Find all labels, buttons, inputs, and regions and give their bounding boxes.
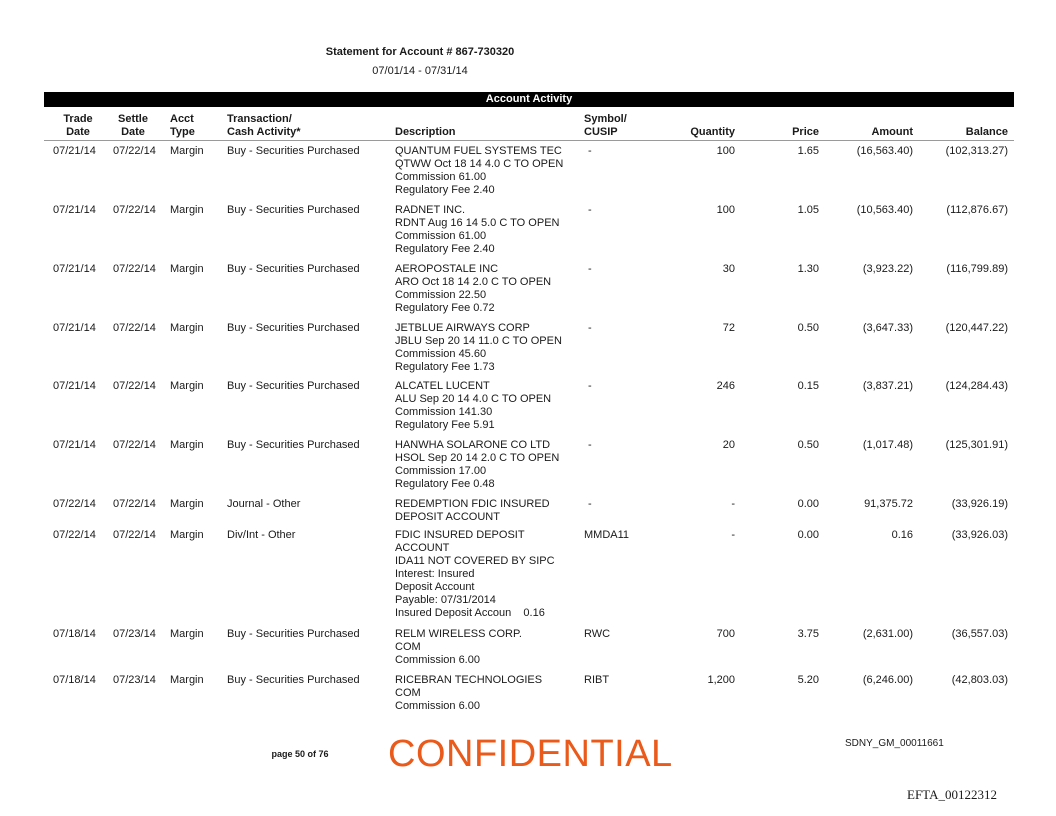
section-title-bar: Account Activity	[44, 92, 1014, 107]
amount: (10,563.40)	[856, 204, 913, 216]
description: RADNET INC. RDNT Aug 16 14 5.0 C TO OPEN Commission 61.00 Regulatory Fee 2.40	[395, 204, 560, 255]
price: 0.50	[797, 439, 819, 451]
price: 0.00	[797, 529, 819, 541]
balance: (33,926.19)	[951, 498, 1008, 510]
amount: (1,017.48)	[862, 439, 913, 451]
symbol: -	[588, 145, 592, 157]
transaction: Buy - Securities Purchased	[227, 439, 360, 451]
settle-date: 07/23/14	[113, 674, 156, 686]
balance: (102,313.27)	[945, 145, 1008, 157]
transaction: Buy - Securities Purchased	[227, 674, 360, 686]
amount: (3,647.33)	[862, 322, 913, 334]
acct-type: Margin	[170, 380, 204, 392]
transaction: Buy - Securities Purchased	[227, 145, 360, 157]
symbol: -	[588, 263, 592, 275]
acct-type: Margin	[170, 322, 204, 334]
transaction: Journal - Other	[227, 498, 301, 510]
quantity: -	[731, 498, 735, 510]
symbol: -	[588, 380, 592, 392]
quantity: 100	[716, 204, 735, 216]
acct-type: Margin	[170, 439, 204, 451]
trade-date: 07/21/14	[53, 145, 96, 157]
settle-date: 07/22/14	[113, 322, 156, 334]
balance: (116,799.89)	[946, 263, 1008, 275]
price: 1.05	[797, 204, 819, 216]
symbol: -	[588, 439, 592, 451]
trade-date: 07/21/14	[53, 380, 96, 392]
amount: (16,563.40)	[856, 145, 913, 157]
settle-date: 07/22/14	[113, 498, 156, 510]
symbol: RIBT	[584, 674, 610, 686]
confidential-stamp: CONFIDENTIAL	[388, 733, 673, 775]
header-description: Description	[395, 126, 456, 138]
header-balance: Balance	[965, 126, 1008, 138]
trade-date: 07/21/14	[53, 263, 96, 275]
quantity: 30	[722, 263, 735, 275]
efta-number: EFTA_00122312	[907, 787, 997, 802]
trade-date: 07/21/14	[53, 204, 96, 216]
settle-date: 07/22/14	[113, 529, 156, 541]
balance: (125,301.91)	[945, 439, 1008, 451]
price: 5.20	[797, 674, 819, 686]
symbol: -	[588, 204, 592, 216]
symbol: -	[588, 322, 592, 334]
quantity: 100	[716, 145, 735, 157]
balance: (42,803.03)	[951, 674, 1008, 686]
symbol: MMDA11	[584, 529, 630, 541]
quantity: 20	[722, 439, 735, 451]
symbol: RWC	[584, 628, 611, 640]
acct-type: Margin	[170, 498, 204, 510]
header-transaction: Transaction/ Cash Activity*	[227, 113, 301, 138]
trade-date: 07/22/14	[53, 498, 96, 510]
transaction: Buy - Securities Purchased	[227, 380, 360, 392]
header-trade-date: Trade Date	[63, 113, 93, 138]
header-symbol: Symbol/ CUSIP	[584, 113, 627, 138]
amount: 0.16	[891, 529, 913, 541]
transaction: Div/Int - Other	[227, 529, 296, 541]
trade-date: 07/18/14	[53, 674, 96, 686]
acct-type: Margin	[170, 204, 204, 216]
statement-period: 07/01/14 - 07/31/14	[372, 65, 468, 77]
bates-number: SDNY_GM_00011661	[845, 738, 944, 749]
settle-date: 07/22/14	[113, 439, 156, 451]
header-divider	[44, 140, 1014, 141]
settle-date: 07/23/14	[113, 628, 156, 640]
amount: 91,375.72	[864, 498, 913, 510]
transaction: Buy - Securities Purchased	[227, 628, 360, 640]
settle-date: 07/22/14	[113, 263, 156, 275]
price: 1.65	[797, 145, 819, 157]
page-number: page 50 of 76	[271, 749, 329, 759]
trade-date: 07/21/14	[53, 322, 96, 334]
trade-date: 07/22/14	[53, 529, 96, 541]
description: AEROPOSTALE INC ARO Oct 18 14 2.0 C TO OPEN Commission 22.50 Regulatory Fee 0.72	[395, 263, 552, 314]
quantity: 700	[716, 628, 735, 640]
statement-title: Statement for Account # 867-730320	[325, 46, 515, 58]
transaction: Buy - Securities Purchased	[227, 204, 360, 216]
price: 1.30	[797, 263, 819, 275]
acct-type: Margin	[170, 628, 204, 640]
transaction: Buy - Securities Purchased	[227, 263, 360, 275]
amount: (2,631.00)	[862, 628, 913, 640]
quantity: -	[731, 529, 735, 541]
symbol: -	[588, 498, 592, 510]
price: 3.75	[797, 628, 819, 640]
balance: (120,447.22)	[945, 322, 1008, 334]
header-price: Price	[792, 126, 819, 138]
description: HANWHA SOLARONE CO LTD HSOL Sep 20 14 2.0 C TO OPEN Commission 17.00 Regulatory Fee 0.48	[395, 439, 560, 490]
quantity: 72	[722, 322, 735, 334]
description: FDIC INSURED DEPOSIT ACCOUNT IDA11 NOT COVERED BY SIPC Interest: Insured Deposit Account Payable: 07/31/2014 Insured Deposit Accoun 0.16	[395, 529, 555, 619]
description: ALCATEL LUCENT ALU Sep 20 14 4.0 C TO OPEN Commission 141.30 Regulatory Fee 5.91	[395, 380, 552, 431]
header-quantity: Quantity	[690, 126, 735, 138]
header-settle-date: Settle Date	[118, 113, 148, 138]
description: RICEBRAN TECHNOLOGIES COM Commission 6.00	[395, 674, 543, 712]
price: 0.50	[797, 322, 819, 334]
settle-date: 07/22/14	[113, 204, 156, 216]
quantity: 246	[716, 380, 735, 392]
description: REDEMPTION FDIC INSURED DEPOSIT ACCOUNT	[395, 498, 550, 523]
trade-date: 07/18/14	[53, 628, 96, 640]
amount: (3,923.22)	[862, 263, 913, 275]
acct-type: Margin	[170, 263, 204, 275]
amount: (3,837.21)	[862, 380, 913, 392]
description: JETBLUE AIRWAYS CORP JBLU Sep 20 14 11.0 C TO OPEN Commission 45.60 Regulatory Fee 1.73	[395, 322, 562, 373]
price: 0.15	[797, 380, 819, 392]
balance: (124,284.43)	[945, 380, 1008, 392]
balance: (33,926.03)	[951, 529, 1008, 541]
acct-type: Margin	[170, 529, 204, 541]
balance: (36,557.03)	[951, 628, 1008, 640]
price: 0.00	[797, 498, 819, 510]
header-amount: Amount	[871, 126, 913, 138]
balance: (112,876.67)	[946, 204, 1008, 216]
trade-date: 07/21/14	[53, 439, 96, 451]
description: QUANTUM FUEL SYSTEMS TEC QTWW Oct 18 14 4.0 C TO OPEN Commission 61.00 Regulatory Fee 2.40	[395, 145, 564, 196]
quantity: 1,200	[707, 674, 735, 686]
settle-date: 07/22/14	[113, 380, 156, 392]
transaction: Buy - Securities Purchased	[227, 322, 360, 334]
description: RELM WIRELESS CORP. COM Commission 6.00	[395, 628, 522, 666]
acct-type: Margin	[170, 674, 204, 686]
header-acct-type: Acct Type	[170, 113, 195, 138]
acct-type: Margin	[170, 145, 204, 157]
amount: (6,246.00)	[862, 674, 913, 686]
settle-date: 07/22/14	[113, 145, 156, 157]
